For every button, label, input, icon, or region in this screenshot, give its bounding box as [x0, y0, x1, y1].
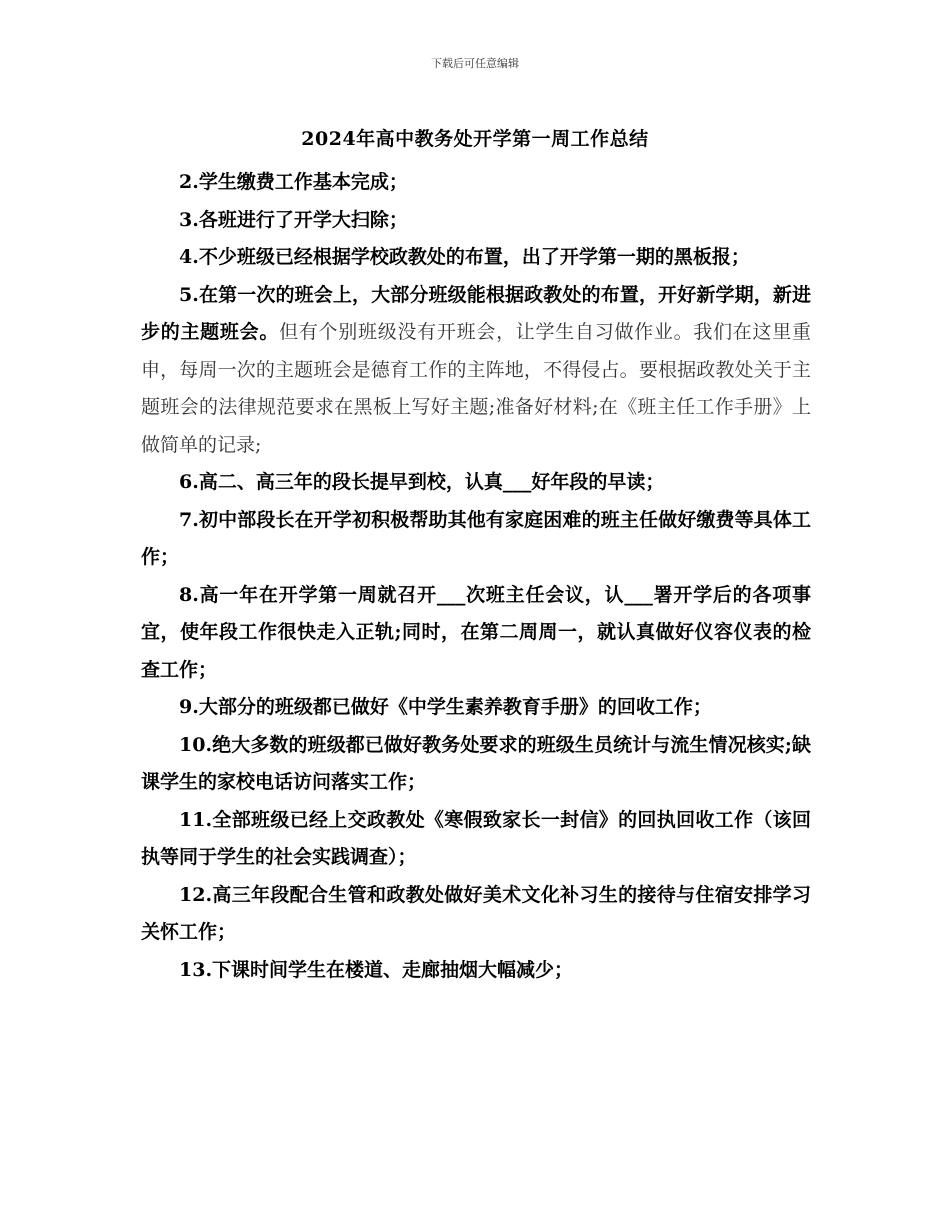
document-title: 2024年高中教务处开学第一周工作总结 — [301, 128, 649, 150]
paragraph-item-11 — [141, 802, 811, 877]
paragraph-item-4 — [141, 239, 811, 277]
paragraph-item-8 — [141, 577, 811, 690]
paragraph-item-12 — [141, 877, 811, 952]
paragraph-text: 7.初中部段长在开学初积极帮助其他有家庭困难的班主任做好缴费等具体工作； — [141, 508, 811, 568]
paragraph-text: 8.高一年在开学第一周就召开___次班主任会议，认___署开学后的各项事宜，使年段工作很快走入正轨;同时，在第二周周一，就认真做好仪容仪表的检查工作； — [141, 583, 811, 681]
paragraph-text: 13.下课时间学生在楼道、走廊抽烟大幅减少； — [179, 958, 574, 981]
paragraph-text: 12.高三年段配合生管和政教处做好美术文化补习生的接待与住宿安排学习关怀工作； — [141, 883, 811, 943]
paragraph-text: 11.全部班级已经上交政教处《寒假致家长一封信》的回执回收工作（该回执等同于学生的社会实践调查）； — [141, 808, 811, 868]
paragraph-item-3 — [141, 202, 811, 240]
paragraph-item-9 — [141, 689, 811, 727]
paragraph-text: 10.绝大多数的班级都已做好教务处要求的班级生员统计与流生情况核实;缺课学生的家校电话访问落实工作； — [141, 733, 811, 793]
paragraph-text: 4.不少班级已经根据学校政教处的布置，出了开学第一期的黑板报； — [179, 246, 750, 268]
paragraph-text: 9.大部分的班级都已做好《中学生素养教育手册》的回收工作； — [179, 696, 712, 718]
paragraph-item-2 — [141, 164, 811, 202]
paragraph-text: 3.各班进行了开学大扫除； — [179, 208, 408, 231]
paragraph-text: 6.高二、高三年的段长提早到校，认真___好年段的早读； — [179, 471, 665, 493]
paragraph-item-5 — [141, 277, 811, 465]
paragraph-text: 5.在第一次的班会上，大部分班级能根据政教处的布置，开好新学期，新进步的主题班会。 — [141, 283, 811, 343]
document-body — [141, 164, 811, 989]
paragraph-item-13 — [141, 952, 811, 990]
paragraph-item-10 — [141, 727, 811, 802]
paragraph-item-7 — [141, 502, 811, 577]
paragraph-text: 2.学生缴费工作基本完成； — [179, 171, 408, 193]
paragraph-text-normal: 但有个别班级没有开班会，让学生自习做作业。我们在这里重申，每周一次的主题班会是德育工作的主阵地，不得侵占。要根据政教处关于主题班会的法律规范要求在黑板上写好主题;准备好材料;在《班主任工作手册》上做简单的记录; — [141, 321, 811, 456]
paragraph-item-6 — [141, 464, 811, 502]
page-header-note: 下载后可任意编辑 — [431, 57, 519, 70]
